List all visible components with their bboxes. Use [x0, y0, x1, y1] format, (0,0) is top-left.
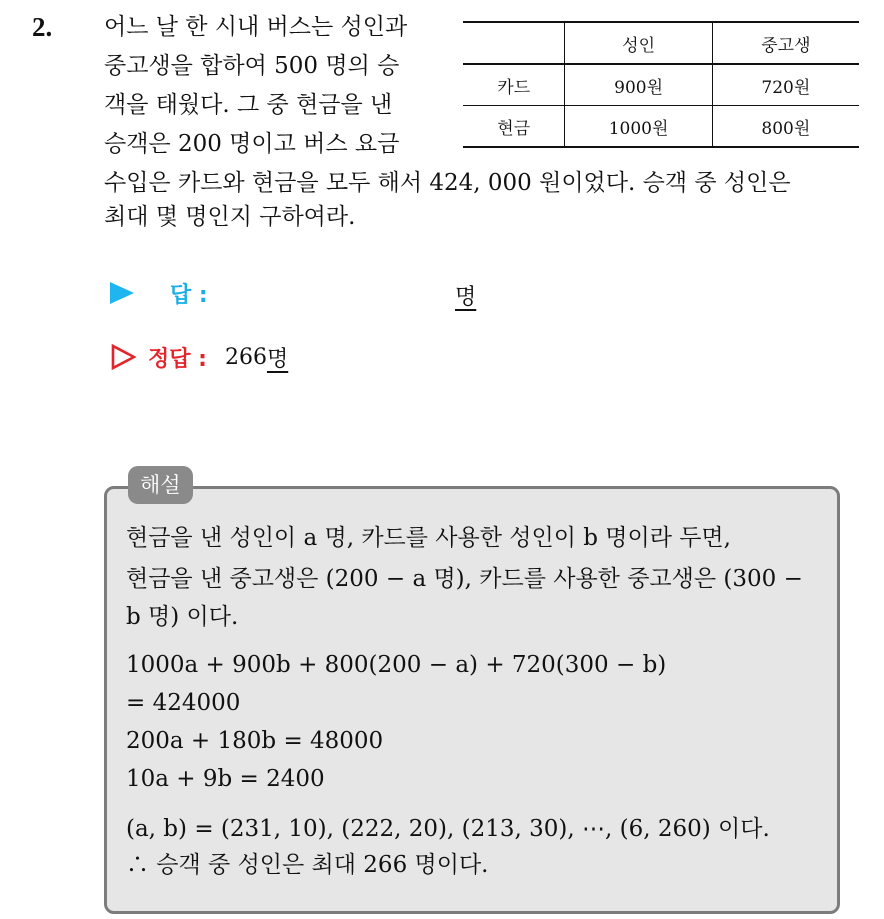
- answer-row: [110, 276, 208, 310]
- conclusion-line: ∴ 승객 중 성인은 최대 266 명이다.: [126, 852, 489, 878]
- explanation-tag: 해설: [128, 466, 193, 504]
- equation-line: 1000a + 900b + 800(200 − a) + 720(300 − b): [126, 652, 667, 678]
- correct-unit: 명: [266, 346, 289, 372]
- answer-label: 답 :: [170, 282, 208, 308]
- equation-line: 200a + 180b = 48000: [126, 728, 384, 754]
- explanation-line: 현금을 낸 중고생은 (200 − a 명), 카드를 사용한 중고생은 (300 −: [126, 566, 803, 592]
- fare-row-card: [463, 64, 859, 106]
- conclusion-line: (a, b) = (231, 10), (222, 20), (213, 30), ⋯, (6, 260) 이다.: [126, 816, 770, 842]
- fare-table: [463, 21, 859, 148]
- question-line: 어느 날 한 시내 버스는 성인과: [104, 14, 408, 40]
- answer-unit: 명: [455, 285, 477, 310]
- question-line: 객을 태웠다. 그 중 현금을 낸: [104, 92, 393, 118]
- play-icon: [110, 282, 134, 304]
- question-number: 2.: [32, 12, 53, 42]
- fare-row-label: 현금: [463, 106, 565, 148]
- question-line: 승객은 200 명이고 버스 요금: [104, 131, 400, 157]
- correct-label: 정답 :: [148, 346, 207, 372]
- fare-cell: 900원: [565, 64, 712, 106]
- question-line: 중고생을 합하여 500 명의 승: [104, 53, 400, 79]
- outline-play-icon: [110, 344, 136, 370]
- fare-header-adult: 성인: [565, 22, 712, 64]
- equation-line: = 424000: [126, 690, 241, 716]
- correct-answer-row: [110, 338, 288, 376]
- equation-line: 10a + 9b = 2400: [126, 766, 325, 792]
- fare-row-cash: [463, 106, 859, 148]
- fare-table-header: [463, 22, 859, 64]
- fare-header-student: 중고생: [712, 22, 859, 64]
- fare-cell: 1000원: [565, 106, 712, 148]
- fare-cell: 720원: [712, 64, 859, 106]
- question-line: 수입은 카드와 현금을 모두 해서 424, 000 원이었다. 승객 중 성인은: [104, 170, 791, 196]
- correct-value: 266: [224, 344, 267, 370]
- explanation-line: 현금을 낸 성인이 a 명, 카드를 사용한 성인이 b 명이라 두면,: [126, 525, 731, 551]
- fare-header-blank: [463, 22, 565, 64]
- fare-row-label: 카드: [463, 64, 565, 106]
- question-line: 최대 몇 명인지 구하여라.: [104, 204, 356, 230]
- explanation-line: b 명) 이다.: [126, 604, 239, 630]
- fare-cell: 800원: [712, 106, 859, 148]
